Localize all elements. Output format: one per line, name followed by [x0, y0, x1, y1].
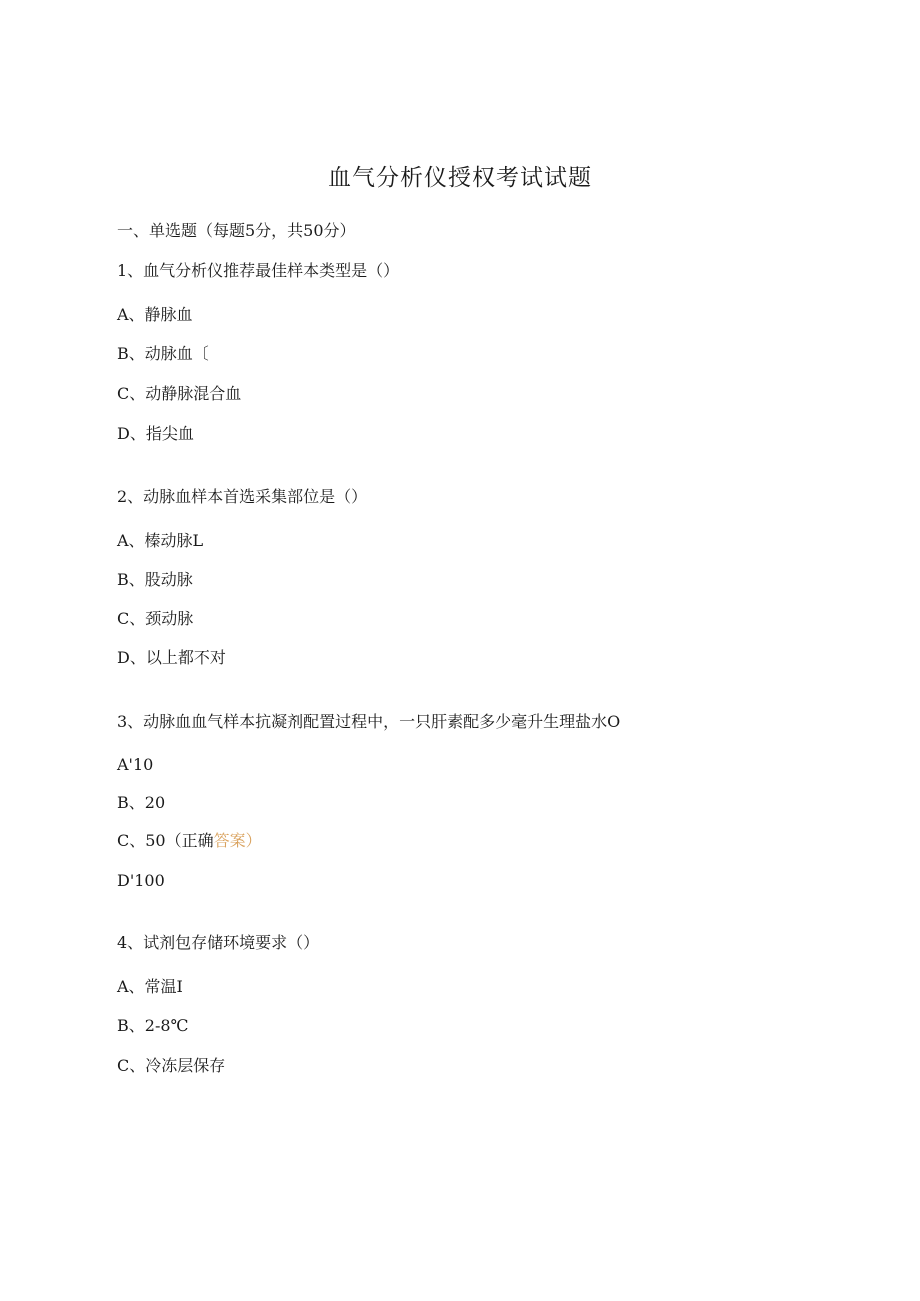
question-2-option-b: B、股动脉 — [117, 570, 193, 589]
question-2-stem: 2、动脉血样本首选采集部位是（） — [117, 487, 368, 506]
question-4-option-a: A、常温I — [117, 977, 183, 996]
question-2-option-a: A、榛动脉L — [117, 531, 204, 550]
question-1-option-b: B、动脉血〔 — [117, 344, 209, 363]
question-2-option-d: D、以上都不对 — [117, 648, 226, 667]
question-2-option-c: C、颈动脉 — [117, 609, 194, 628]
question-4-option-b: B、2-8℃ — [117, 1016, 189, 1035]
section-header: 一、单选题（每题5分，共50分） — [117, 221, 356, 240]
question-3-option-d: D'100 — [117, 871, 165, 890]
question-1-option-a: A、静脉血 — [117, 305, 193, 324]
question-3-stem: 3、动脉血血气样本抗凝剂配置过程中，一只肝素配多少毫升生理盐水O — [117, 712, 621, 731]
page-title: 血气分析仪授权考试试题 — [328, 165, 592, 191]
correct-answer-mark: 答案） — [213, 831, 262, 850]
question-1-option-d: D、指尖血 — [117, 424, 194, 443]
question-4-stem: 4、试剂包存储环境要求（） — [117, 933, 320, 952]
question-4-option-c: C、冷冻层保存 — [117, 1056, 226, 1075]
question-3-option-a: A'10 — [117, 755, 154, 774]
question-3-option-c-text: C、50（正确 — [117, 831, 214, 850]
question-1-option-c: C、动静脉混合血 — [117, 384, 242, 403]
question-1-stem: 1、血气分析仪推荐最佳样本类型是（） — [117, 261, 400, 280]
question-3-option-c — [117, 830, 262, 852]
question-3-option-b: B、20 — [117, 793, 166, 812]
